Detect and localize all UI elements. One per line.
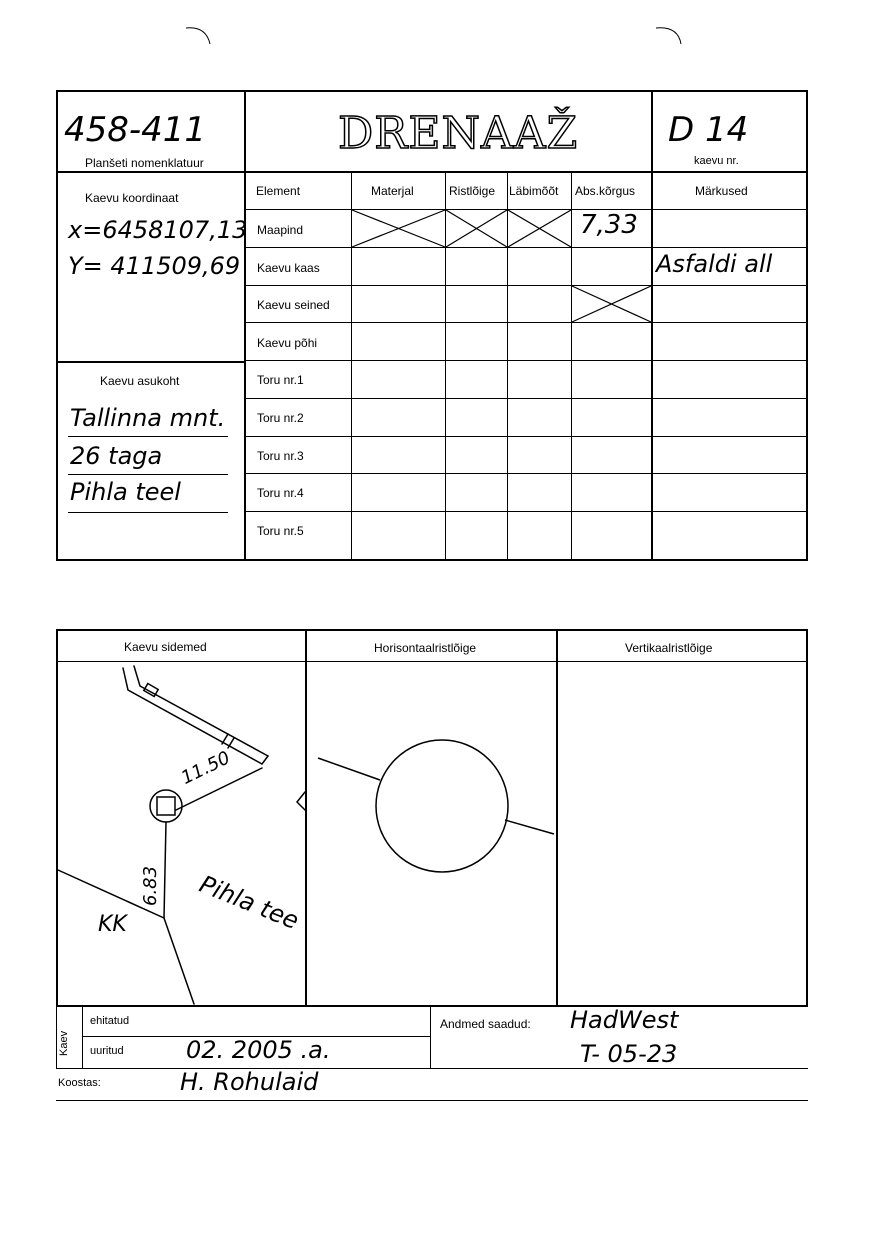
sketch-title-vertical: Vertikaalristlõige: [625, 641, 713, 655]
surveyed-date: 02. 2005 .a.: [186, 1036, 331, 1064]
header-element: Element: [256, 184, 301, 198]
location-line-1: Tallinna mnt.: [70, 404, 226, 432]
well-number-value: D 14: [668, 110, 749, 150]
header-abs-height: Abs.kõrgus: [575, 184, 636, 198]
header-notes: Märkused: [695, 184, 748, 198]
built-label: ehitatud: [90, 1015, 130, 1027]
horizontal-section-drawing: [318, 740, 554, 872]
source-company: HadWest: [570, 1006, 679, 1034]
location-line-2: 26 taga: [70, 442, 163, 470]
coordinate-y: Y= 411509,69: [68, 252, 241, 280]
well-number-label: kaevu nr.: [694, 155, 739, 167]
location-line-3: Pihla teel: [70, 478, 181, 506]
compiled-by: H. Rohulaid: [180, 1068, 319, 1096]
row-label: Toru nr.5: [257, 524, 304, 538]
row-label: Toru nr.2: [257, 411, 304, 425]
kk-label: KK: [98, 912, 127, 937]
dimension-pipe: 11.50: [178, 747, 234, 789]
coordinates-label: Kaevu koordinaat: [85, 191, 179, 205]
ground-abs-height: 7,33: [580, 210, 638, 240]
nomenclature-value: 458-411: [64, 110, 207, 150]
sketch-title-connections: Kaevu sidemed: [124, 640, 207, 654]
row-label: Maapind: [257, 223, 304, 237]
source-reference: T- 05-23: [580, 1040, 678, 1068]
kaev-label: Kaev: [58, 1030, 70, 1056]
row-label: Kaevu seined: [257, 298, 330, 312]
row-label: Toru nr.1: [257, 373, 304, 387]
page-title: DRENAAŽ: [338, 108, 579, 159]
surveyed-label: uuritud: [90, 1045, 124, 1057]
lid-note: Asfaldi all: [656, 250, 773, 278]
source-label: Andmed saadud:: [440, 1017, 531, 1031]
row-label: Toru nr.4: [257, 486, 304, 500]
nomenclature-label: Planšeti nomenklatuur: [85, 156, 204, 170]
street-name: Pihla tee: [195, 870, 303, 936]
header-cross-section: Ristlõige: [449, 184, 496, 198]
header-material: Materjal: [371, 184, 414, 198]
row-label: Toru nr.3: [257, 449, 304, 463]
compiled-label: Koostas:: [58, 1077, 101, 1089]
sketch-title-horizontal: Horisontaalristlõige: [374, 641, 477, 655]
row-label: Kaevu põhi: [257, 336, 318, 350]
location-label: Kaevu asukoht: [100, 374, 180, 388]
row-label: Kaevu kaas: [257, 261, 320, 275]
header-diameter: Läbimõõt: [509, 184, 559, 198]
coordinate-x: x=6458107,13: [68, 216, 248, 244]
dimension-kk: 6.83: [140, 865, 161, 906]
